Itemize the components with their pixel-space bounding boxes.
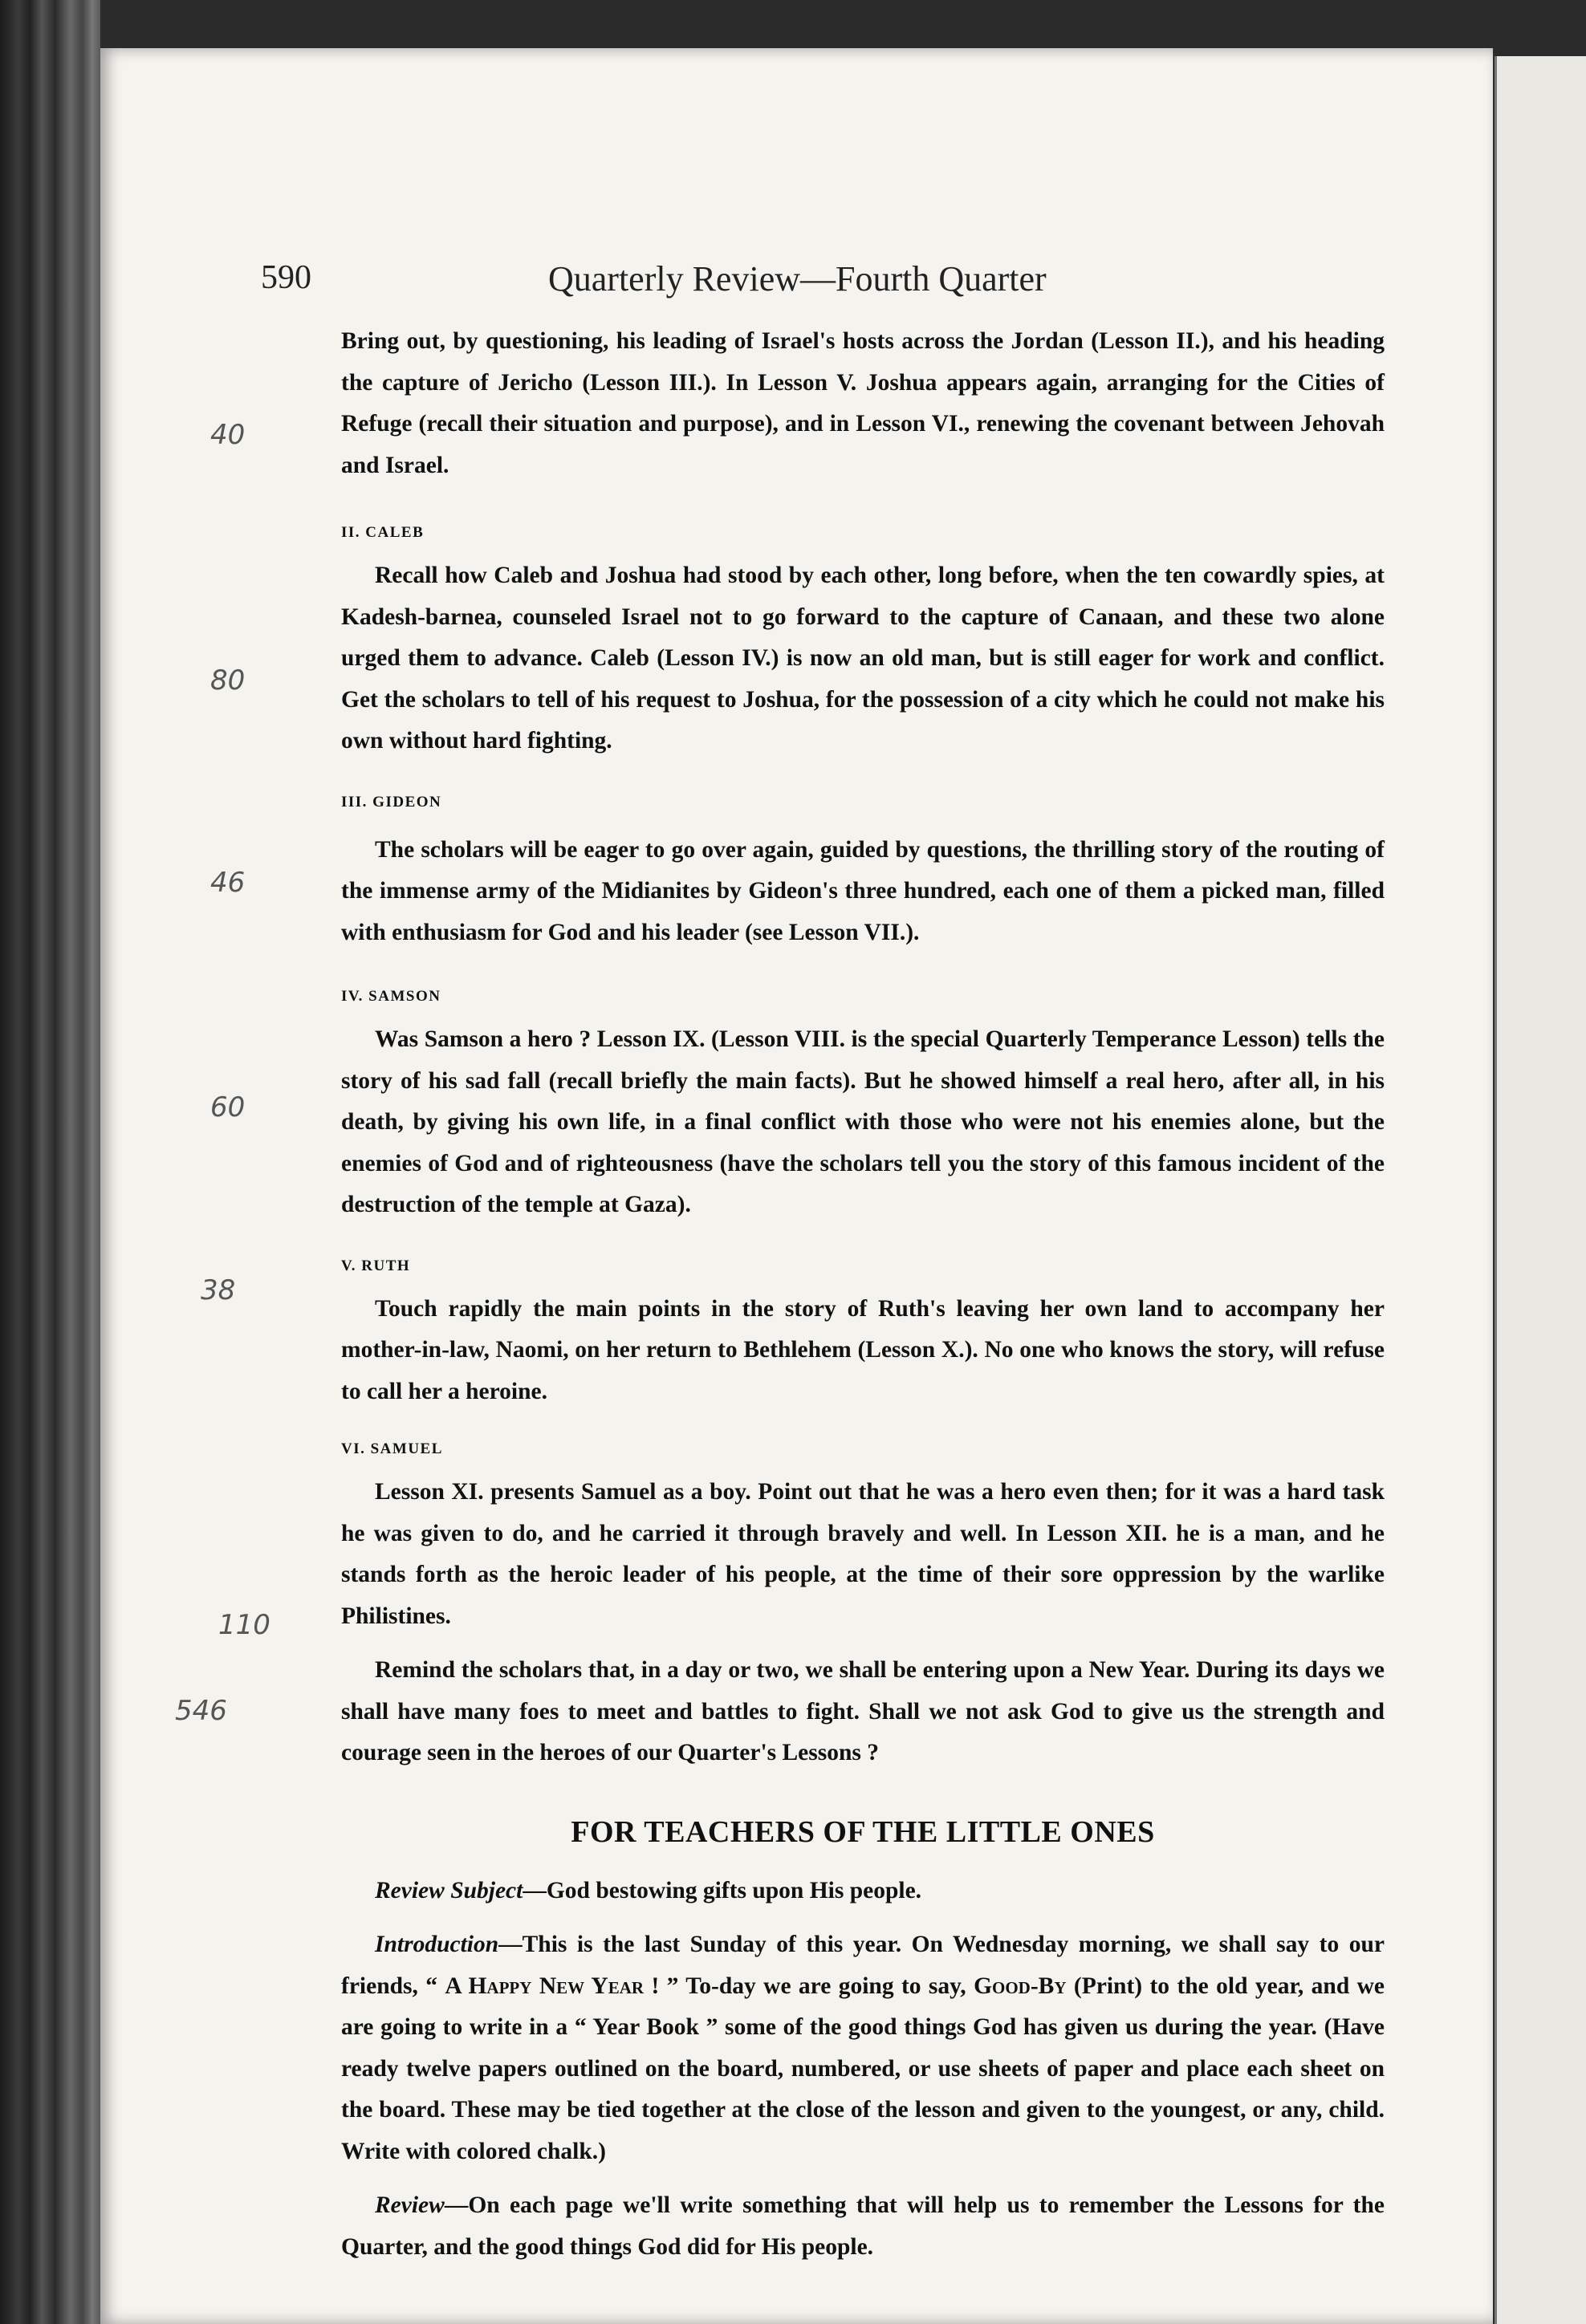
paragraph-review: [341, 2185, 1385, 2268]
paragraph-review-subject: [341, 1871, 1385, 1912]
book-spine: [0, 0, 100, 2324]
heading-caleb: II. CALEB: [341, 524, 425, 541]
teachers-section-title: FOR TEACHERS OF THE LITTLE ONES: [571, 1814, 1155, 1849]
paragraph-remind: Remind the scholars that, in a day or two, we shall be entering upon a New Year. During its days we shall have many foes to meet and battles to fight. Shall we not ask God to give us the strength and courage seen in the heroes of our Quarter's Lessons ?: [341, 1657, 1385, 1765]
margin-note: 46: [210, 867, 246, 899]
paragraph-gideon: The scholars will be eager to go over again, guided by questions, the thrilling story of the routing of the immense army of the Midianites by Gideon's three hundred, each one of them a picked man, filled with enthusiasm for God and his leader (see Lesson VII.).: [341, 836, 1385, 945]
facing-page-edge: [1494, 56, 1586, 2324]
good-by-text: Good-By: [974, 1973, 1067, 1999]
margin-note: 40: [210, 419, 246, 451]
intro-text-2: ! ” To-day we are going to say,: [644, 1973, 974, 1999]
page-body: [341, 321, 1385, 2268]
intro-text-1: —This is the last Sunday of this year. On Wednesday morning, we shall say to our friends, “: [341, 1932, 1385, 1999]
happy-new-year-text: A Happy New Year: [445, 1973, 645, 1999]
running-head: Quarterly Review—Fourth Quarter: [548, 259, 1047, 299]
margin-note: 38: [201, 1274, 236, 1306]
margin-note: 60: [210, 1091, 246, 1123]
page-header: [261, 258, 1112, 307]
margin-note: 80: [210, 664, 246, 697]
introduction-label: Introduction: [375, 1932, 499, 1957]
review-text: —On each page we'll write something that will help us to remember the Lessons for the Quarter, and the good things God did for His people.: [341, 2192, 1385, 2260]
review-subject-label: Review Subject: [375, 1877, 523, 1903]
heading-samuel: VI. SAMUEL: [341, 1440, 443, 1457]
paragraph-introduction: [341, 1924, 1385, 2172]
paragraph-caleb: Recall how Caleb and Joshua had stood by each other, long before, when the ten cowardly spies, at Kadesh-barnea, counseled Israel not to go forward to the capture of Canaan, and these two alone urged them to advance. Caleb (Lesson IV.) is now an old man, but is still eager for work and conflict. Get the scholars to tell of his request to Joshua, for the possession of a city which he could not make his own without hard fighting.: [341, 563, 1385, 754]
heading-samson: IV. SAMSON: [341, 988, 441, 1005]
review-subject-text: —God bestowing gifts upon His people.: [523, 1877, 922, 1903]
paragraph-joshua: Bring out, by questioning, his leading of Israel's hosts across the Jordan (Lesson II.), and his heading the capture of Jericho (Lesson III.). In Lesson V. Joshua appears again, arranging for the Cities of Refuge (recall their situation and purpose), and in Lesson VI., renewing the covenant between Jehovah and Israel.: [341, 328, 1385, 478]
paragraph-samson: Was Samson a hero ? Lesson IX. (Lesson VIII. is the special Quarterly Temperance Lesson) tells the story of his sad fall (recall briefly the main facts). But he showed himself a real hero, after all, in his death, by giving his own life, in a final conflict with those who were not his enemies alone, but the enemies of God and of righteousness (have the scholars tell you the story of this famous incident of the destruction of the temple at Gaza).: [341, 1026, 1385, 1217]
page-number: 590: [261, 259, 311, 296]
paragraph-ruth: Touch rapidly the main points in the story of Ruth's leaving her own land to accompany her mother-in-law, Naomi, on her return to Bethlehem (Lesson X.). No one who knows the story, will refuse to call her a heroine.: [341, 1295, 1385, 1404]
heading-gideon: III. GIDEON: [341, 793, 442, 811]
review-label: Review: [375, 2192, 445, 2218]
intro-text-3: (Print) to the old year, and we are going to write in a “ Year Book ” some of the good things God has given us during the year. (Have ready twelve papers outlined on the board, numbered, or use sheets of paper and place each sheet on the board. These may be tied together at the close of the lesson and given to the youngest, or any, child. Write with colored chalk.): [341, 1973, 1385, 2164]
margin-note: 546: [175, 1695, 227, 1727]
paragraph-samuel: Lesson XI. presents Samuel as a boy. Point out that he was a hero even then; for it was a hard task he was given to do, and he carried it through bravely and well. In Lesson XII. he is a man, and he stands forth as the heroic leader of his people, at the time of their sore oppression by the warlike Philistines.: [341, 1479, 1385, 1629]
margin-note: 110: [218, 1609, 270, 1641]
heading-ruth: V. RUTH: [341, 1257, 411, 1274]
